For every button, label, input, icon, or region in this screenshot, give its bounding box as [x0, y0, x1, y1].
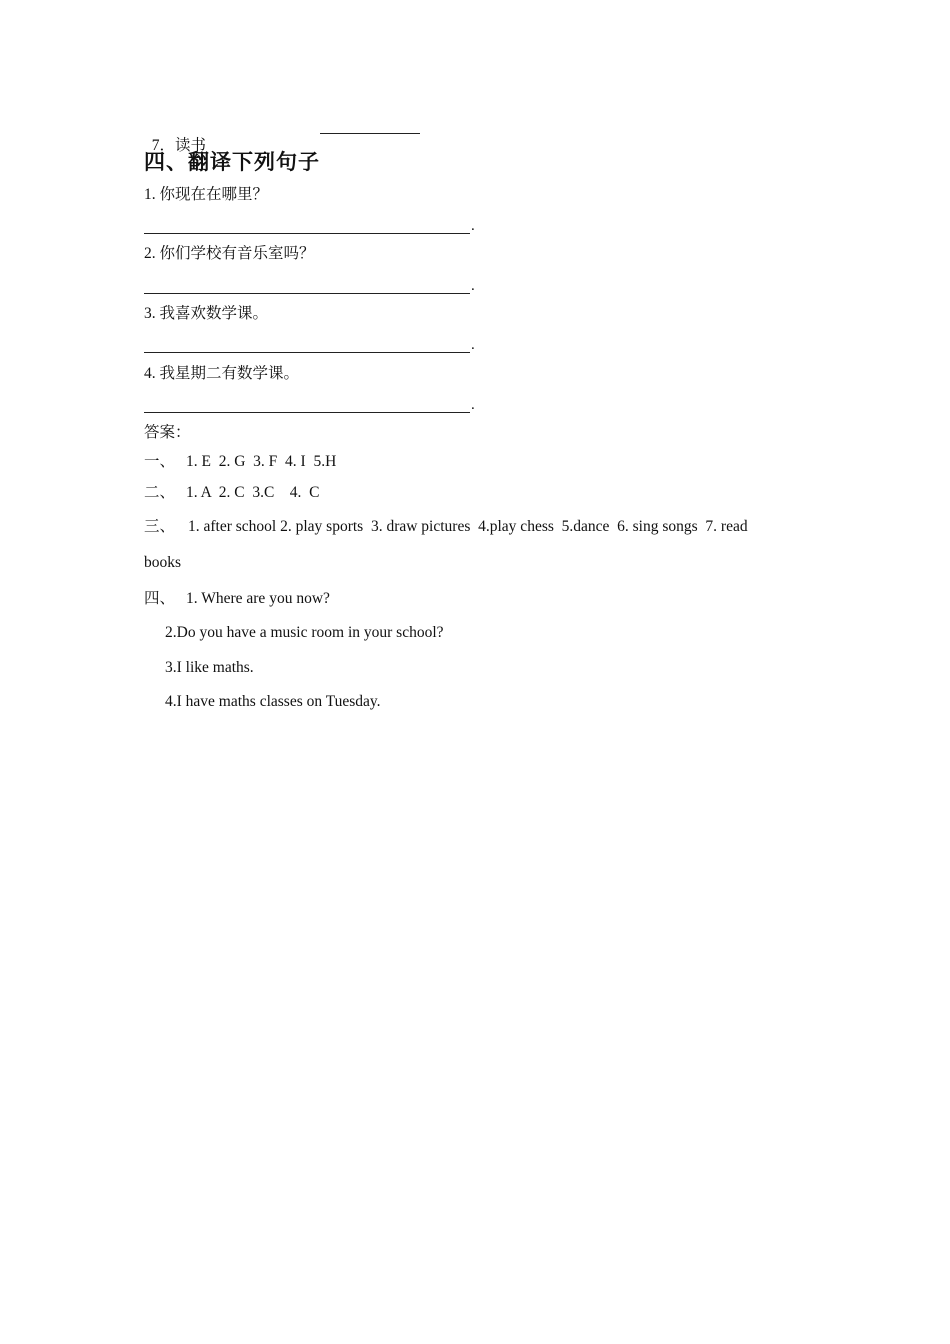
answer-line-2 [144, 293, 470, 294]
answer-1-text: 1. E 2. G 3. F 4. I 5.H [186, 453, 337, 470]
answer-1-label: 一、 [144, 453, 176, 470]
answer-4-label: 四、 [144, 590, 176, 607]
answer-3-text: 1. after school 2. play sports 3. draw pictures 4.play chess 5.dance 6. sing songs 7. read [188, 518, 748, 535]
question-text: 读书 [175, 137, 207, 154]
answer-4-line-2: 2.Do you have a music room in your school? [165, 624, 444, 641]
translate-item-3: 3. 我喜欢数学课。 [144, 305, 269, 322]
answer-2-label: 二、 [144, 484, 176, 501]
answer-3-label: 三、 [144, 518, 176, 535]
translate-item-4: 4. 我星期二有数学课。 [144, 365, 300, 382]
answer-line-1 [144, 233, 470, 234]
answer-2-text: 1. A 2. C 3.C 4. C [186, 484, 320, 501]
answer-4-line-1: 1. Where are you now? [186, 590, 330, 607]
answer-3-continuation: books [144, 554, 182, 571]
section-heading: 四、翻译下列句子 [144, 150, 320, 174]
answers-label: 答案： [144, 424, 191, 441]
line-end-dot: . [471, 337, 475, 353]
answer-line-4 [144, 412, 470, 413]
answer-line-3 [144, 352, 470, 353]
line-end-dot: . [471, 218, 475, 234]
answer-4-line-4: 4.I have maths classes on Tuesday. [165, 693, 381, 710]
question-number: 7． [151, 137, 176, 154]
answer-4-line-3: 3.I like maths. [165, 659, 254, 676]
line-end-dot: . [471, 397, 475, 413]
line-end-dot: . [471, 278, 475, 294]
translate-item-2: 2. 你们学校有音乐室吗？ [144, 245, 315, 262]
translate-item-1: 1. 你现在在哪里？ [144, 186, 269, 203]
answer-blank [320, 133, 420, 134]
